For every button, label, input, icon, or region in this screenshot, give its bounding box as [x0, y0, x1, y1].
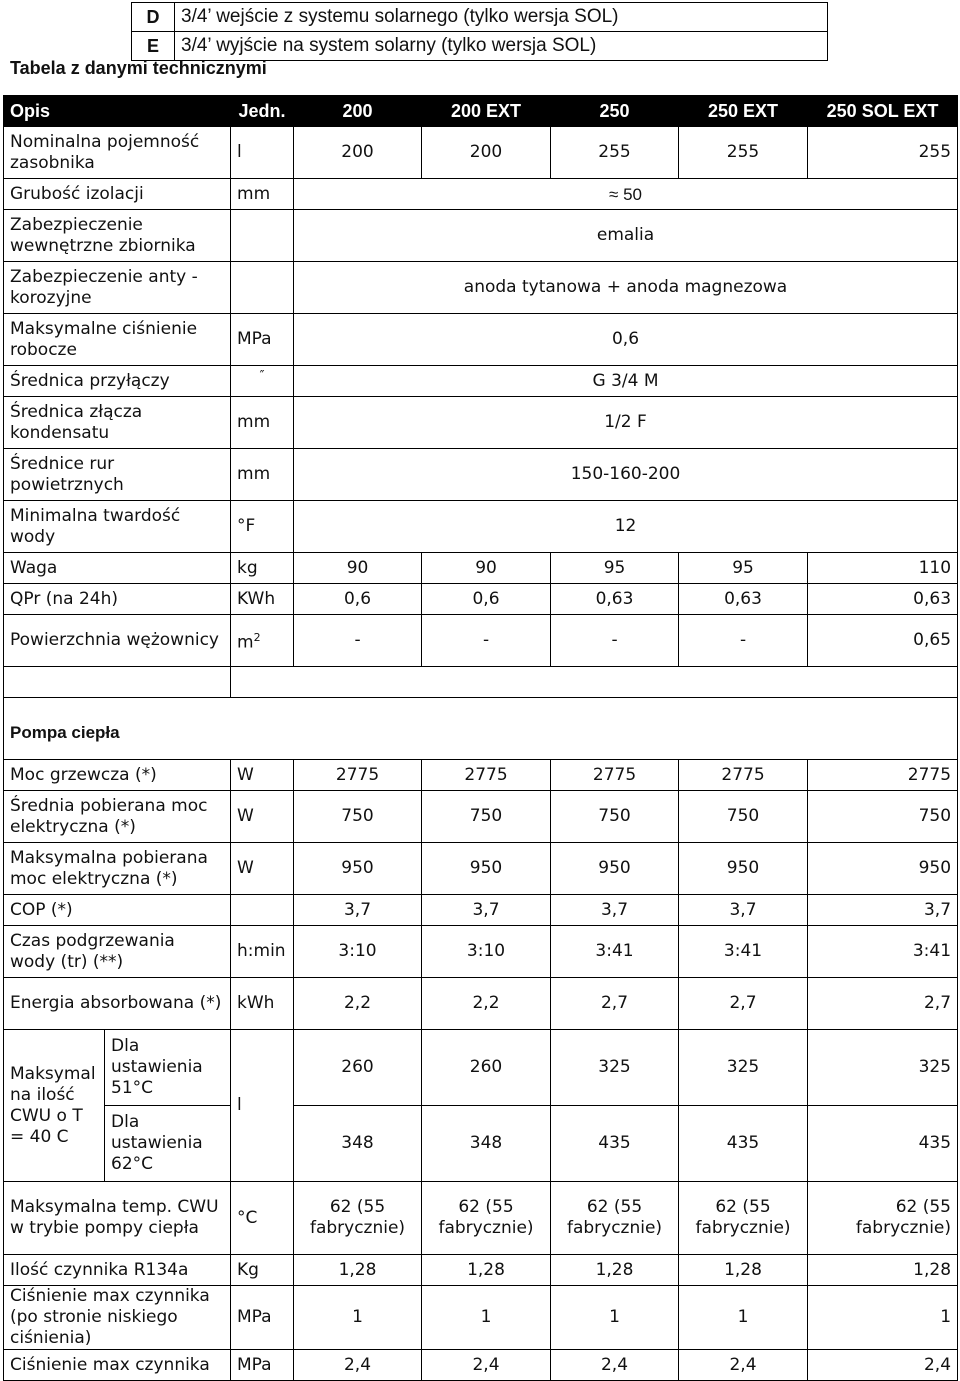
table-row — [4, 978, 958, 1030]
value-cell: - — [551, 615, 679, 667]
value-cell: 2,2 — [294, 978, 422, 1030]
unit-cell — [231, 210, 294, 262]
value-cell: 1,28 — [551, 1255, 679, 1286]
table-row — [4, 397, 958, 449]
empty-cell — [231, 667, 958, 698]
unit-cell — [231, 895, 294, 926]
value-cell: 3,7 — [679, 895, 808, 926]
unit-cell: MPa — [231, 314, 294, 366]
unit-cell — [231, 615, 294, 667]
unit-cell: mm — [231, 397, 294, 449]
value-cell: 3,7 — [422, 895, 551, 926]
value-cell: 950 — [808, 843, 958, 895]
span-value-cell: 12 — [294, 501, 958, 553]
table-row — [4, 1255, 958, 1286]
unit-cell: mm — [231, 449, 294, 501]
value-cell: 1 — [422, 1286, 551, 1350]
value-cell: 0,65 — [808, 615, 958, 667]
cwu-sub-label: Dla ustawienia 62°C — [105, 1106, 231, 1182]
row-label: Minimalna twardość wody — [4, 501, 231, 553]
value-cell: 950 — [422, 843, 551, 895]
column-header: 200 EXT — [422, 96, 551, 127]
value-cell: 90 — [294, 553, 422, 584]
table-row — [4, 1182, 958, 1255]
row-label: Maksymalne ciśnienie robocze — [4, 314, 231, 366]
unit-base: m — [237, 632, 254, 653]
span-value-cell: 1/2 F — [294, 397, 958, 449]
value-cell: 62 (55 fabrycznie) — [551, 1182, 679, 1255]
value-cell: 3:41 — [808, 926, 958, 978]
value-cell: 435 — [808, 1106, 958, 1182]
value-cell: 2,4 — [422, 1350, 551, 1381]
column-header: 250 SOL EXT — [808, 96, 958, 127]
value-cell: 348 — [422, 1106, 551, 1182]
unit-cell: kg — [231, 553, 294, 584]
value-cell: 62 (55 fabrycznie) — [422, 1182, 551, 1255]
row-label: Zabezpieczenie anty - korozyjne — [4, 262, 231, 314]
unit-cell: h:min — [231, 926, 294, 978]
value-cell: 1 — [679, 1286, 808, 1350]
table-row — [4, 210, 958, 262]
row-label: Nominalna pojemność zasobnika — [4, 127, 231, 179]
value-cell: 2775 — [679, 760, 808, 791]
row-label: COP (*) — [4, 895, 231, 926]
value-cell: 435 — [679, 1106, 808, 1182]
tech-data-table — [3, 95, 958, 1381]
value-cell: 950 — [679, 843, 808, 895]
value-cell: 62 (55 fabrycznie) — [808, 1182, 958, 1255]
value-cell: 1 — [551, 1286, 679, 1350]
value-cell: 255 — [679, 127, 808, 179]
row-label: QPr (na 24h) — [4, 584, 231, 615]
value-cell: 2775 — [808, 760, 958, 791]
column-header: 250 — [551, 96, 679, 127]
value-cell: 3,7 — [808, 895, 958, 926]
table-title: Tabela z danymi technicznymi — [10, 58, 267, 78]
value-cell: 2,2 — [422, 978, 551, 1030]
legend-text: 3/4’ wejście z systemu solarnego (tylko wersja SOL) — [175, 3, 828, 32]
row-label: Maksymalna temp. CWU w trybie pompy ciepła — [4, 1182, 231, 1255]
value-cell: 2,4 — [551, 1350, 679, 1381]
value-cell: 260 — [422, 1030, 551, 1106]
span-value-cell: anoda tytanowa + anoda magnezowa — [294, 262, 958, 314]
row-label: Moc grzewcza (*) — [4, 760, 231, 791]
row-label: Średnica przyłączy — [4, 366, 231, 397]
unit-exponent: 2 — [253, 631, 261, 645]
table-row — [4, 760, 958, 791]
cwu-label: Maksymal na ilość CWU o T = 40 C — [4, 1030, 105, 1182]
value-cell: 110 — [808, 553, 958, 584]
value-cell: 95 — [679, 553, 808, 584]
value-cell: 0,63 — [551, 584, 679, 615]
table-row — [4, 1350, 958, 1381]
row-label: Średnica złącza kondensatu — [4, 397, 231, 449]
value-cell: 1,28 — [422, 1255, 551, 1286]
row-label: Maksymalna pobierana moc elektryczna (*) — [4, 843, 231, 895]
unit-cell — [231, 262, 294, 314]
unit-cell: W — [231, 843, 294, 895]
value-cell: 750 — [422, 791, 551, 843]
table-row — [4, 584, 958, 615]
value-cell: 2775 — [422, 760, 551, 791]
value-cell: 3:41 — [551, 926, 679, 978]
value-cell: 3:10 — [294, 926, 422, 978]
span-value-cell: 0,6 — [294, 314, 958, 366]
value-cell: 1,28 — [294, 1255, 422, 1286]
empty-cell — [4, 667, 231, 698]
unit-cell: W — [231, 791, 294, 843]
table-row — [4, 501, 958, 553]
value-cell: 3,7 — [294, 895, 422, 926]
value-cell: 2,4 — [679, 1350, 808, 1381]
row-label: Średnice rur powietrznych — [4, 449, 231, 501]
column-header: 200 — [294, 96, 422, 127]
cwu-sub-label: Dla ustawienia 51°C — [105, 1030, 231, 1106]
value-cell: 255 — [551, 127, 679, 179]
table-row — [4, 791, 958, 843]
table-row — [4, 843, 958, 895]
value-cell: 325 — [551, 1030, 679, 1106]
value-cell: 0,63 — [808, 584, 958, 615]
value-cell: 3:41 — [679, 926, 808, 978]
value-cell: 750 — [294, 791, 422, 843]
table-row — [4, 553, 958, 584]
row-label: Ciśnienie max czynnika (po stronie niskiego ciśnienia) — [4, 1286, 231, 1350]
unit-cell: kWh — [231, 978, 294, 1030]
unit-cell: W — [231, 760, 294, 791]
table-row — [4, 1030, 958, 1106]
unit-cell: ″ — [231, 366, 294, 397]
value-cell: 3:10 — [422, 926, 551, 978]
table-row — [4, 1106, 958, 1182]
value-cell: 750 — [679, 791, 808, 843]
spacer-row — [4, 667, 958, 698]
legend-text: 3/4’ wyjście na system solarny (tylko wersja SOL) — [175, 32, 828, 61]
row-label: Średnia pobierana moc elektryczna (*) — [4, 791, 231, 843]
column-header: 250 EXT — [679, 96, 808, 127]
unit-cell: l — [231, 1030, 294, 1182]
legend-row — [132, 32, 828, 61]
legend-row — [132, 3, 828, 32]
row-label: Waga — [4, 553, 231, 584]
value-cell: 435 — [551, 1106, 679, 1182]
value-cell: 1,28 — [679, 1255, 808, 1286]
value-cell: 200 — [294, 127, 422, 179]
value-cell: 0,63 — [679, 584, 808, 615]
span-value-cell: emalia — [294, 210, 958, 262]
value-cell: 2,7 — [551, 978, 679, 1030]
value-cell: - — [422, 615, 551, 667]
value-cell: 2,7 — [808, 978, 958, 1030]
row-label: Energia absorbowana (*) — [4, 978, 231, 1030]
legend-key: D — [132, 3, 175, 32]
value-cell: 255 — [808, 127, 958, 179]
table-row — [4, 1286, 958, 1350]
span-value-cell: ≈ 50 — [294, 179, 958, 210]
header-row — [4, 96, 958, 127]
column-header: Jedn. — [231, 96, 294, 127]
row-label: Ciśnienie max czynnika — [4, 1350, 231, 1381]
table-row — [4, 262, 958, 314]
value-cell: 2,7 — [679, 978, 808, 1030]
value-cell: 1 — [808, 1286, 958, 1350]
value-cell: 2,4 — [294, 1350, 422, 1381]
unit-cell: mm — [231, 179, 294, 210]
legend-key: E — [132, 32, 175, 61]
table-row — [4, 615, 958, 667]
value-cell: 348 — [294, 1106, 422, 1182]
section-title: Pompa ciepła — [4, 698, 958, 760]
unit-cell: l — [231, 127, 294, 179]
unit-cell: MPa — [231, 1350, 294, 1381]
unit-cell: °C — [231, 1182, 294, 1255]
table-row — [4, 179, 958, 210]
value-cell: 62 (55 fabrycznie) — [679, 1182, 808, 1255]
value-cell: 1,28 — [808, 1255, 958, 1286]
column-header: Opis — [4, 96, 231, 127]
table-row — [4, 449, 958, 501]
row-label: Grubość izolacji — [4, 179, 231, 210]
row-label: Ilość czynnika R134a — [4, 1255, 231, 1286]
unit-cell: KWh — [231, 584, 294, 615]
unit-cell: MPa — [231, 1286, 294, 1350]
table-row — [4, 314, 958, 366]
value-cell: 0,6 — [294, 584, 422, 615]
value-cell: 200 — [422, 127, 551, 179]
value-cell: 750 — [808, 791, 958, 843]
value-cell: 62 (55 fabrycznie) — [294, 1182, 422, 1255]
row-label: Czas podgrzewania wody (tr) (**) — [4, 926, 231, 978]
value-cell: 950 — [294, 843, 422, 895]
span-value-cell: 150-160-200 — [294, 449, 958, 501]
value-cell: 95 — [551, 553, 679, 584]
table-row — [4, 127, 958, 179]
value-cell: 750 — [551, 791, 679, 843]
value-cell: 325 — [808, 1030, 958, 1106]
value-cell: 1 — [294, 1286, 422, 1350]
table-row — [4, 926, 958, 978]
value-cell: - — [294, 615, 422, 667]
legend-table — [131, 2, 828, 61]
row-label: Zabezpieczenie wewnętrzne zbiornika — [4, 210, 231, 262]
value-cell: 950 — [551, 843, 679, 895]
value-cell: 90 — [422, 553, 551, 584]
unit-cell: Kg — [231, 1255, 294, 1286]
section-row — [4, 698, 958, 760]
value-cell: 260 — [294, 1030, 422, 1106]
unit-cell: °F — [231, 501, 294, 553]
table-row — [4, 895, 958, 926]
row-label: Powierzchnia wężownicy — [4, 615, 231, 667]
value-cell: 2775 — [551, 760, 679, 791]
value-cell: - — [679, 615, 808, 667]
value-cell: 2775 — [294, 760, 422, 791]
value-cell: 0,6 — [422, 584, 551, 615]
value-cell: 325 — [679, 1030, 808, 1106]
value-cell: 2,4 — [808, 1350, 958, 1381]
span-value-cell: G 3/4 M — [294, 366, 958, 397]
value-cell: 3,7 — [551, 895, 679, 926]
table-row — [4, 366, 958, 397]
